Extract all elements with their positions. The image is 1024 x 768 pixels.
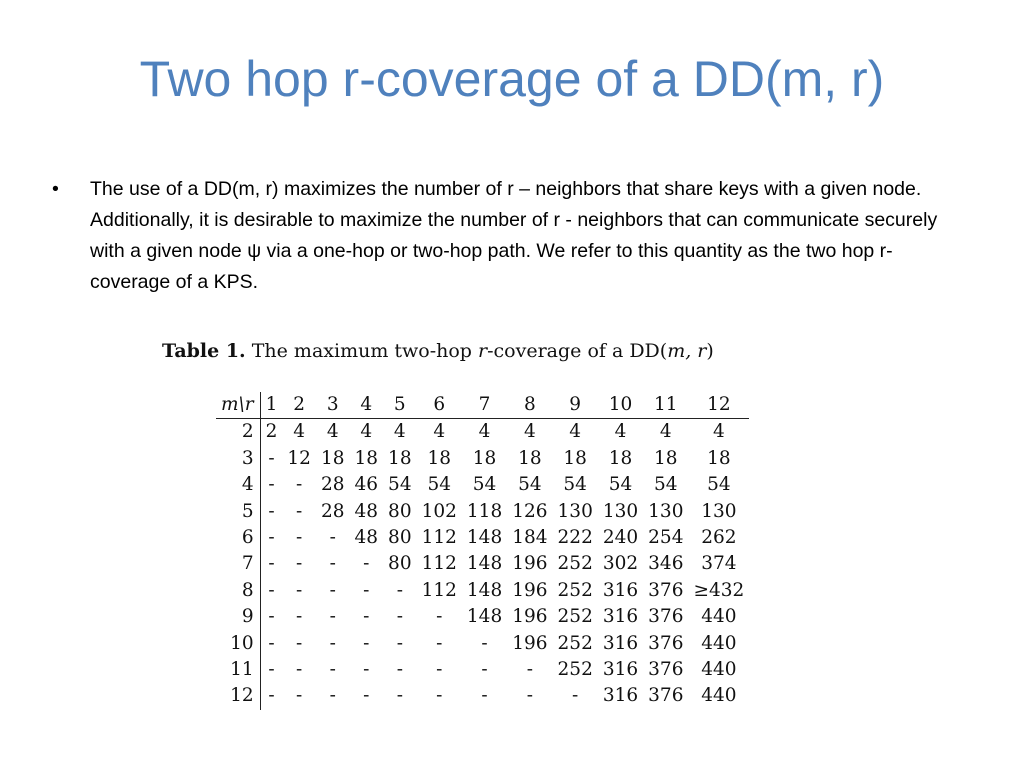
table-cell: 54 [608, 474, 633, 496]
table-caption [162, 340, 882, 362]
table-row-header: 3 [216, 446, 260, 472]
table-cell: 4 [293, 421, 306, 443]
table-cell: - [396, 606, 403, 628]
table-column-header: 9 [553, 392, 598, 419]
table-cell: - [329, 632, 336, 654]
table-cell: 18 [608, 447, 633, 469]
table-cell: 252 [557, 553, 593, 575]
table-cell: 112 [421, 553, 457, 575]
table-row-header: 11 [216, 657, 260, 683]
table-caption-var: r [478, 340, 488, 362]
table-header-row [216, 392, 749, 419]
table-cell: - [396, 659, 403, 681]
table-cell: 28 [320, 500, 345, 522]
table-cell: 252 [557, 632, 593, 654]
table-cell: - [296, 685, 303, 707]
table-cell: - [268, 659, 275, 681]
table-cell: 376 [648, 579, 684, 601]
table-column-header: 8 [507, 392, 552, 419]
table-cell: - [481, 659, 488, 681]
table-cell: - [572, 685, 579, 707]
table-cell: 316 [602, 632, 639, 654]
table-cell: - [481, 685, 488, 707]
table-cell: 4 [478, 421, 491, 443]
table-cell: 240 [602, 527, 639, 549]
table-cell: 316 [602, 659, 639, 681]
table-column-header: 2 [282, 392, 316, 419]
table-cell: 196 [512, 553, 548, 575]
table-cell: 374 [701, 553, 737, 575]
table-cell: - [363, 606, 370, 628]
table-cell: 18 [472, 447, 497, 469]
table-cell: - [329, 553, 336, 575]
table-cell: 346 [648, 553, 684, 575]
table-cell: 316 [602, 579, 639, 601]
table-cell: 80 [388, 553, 412, 575]
table-column-header: 3 [316, 392, 350, 419]
table-cell: 4 [659, 421, 672, 443]
table-cell: 118 [466, 500, 503, 522]
table-cell: - [363, 659, 370, 681]
table-row [216, 419, 749, 446]
table-row [216, 499, 749, 525]
table-cell: - [268, 632, 275, 654]
table-column-header: 1 [260, 392, 282, 419]
table-row [216, 551, 749, 577]
table-row [216, 472, 749, 498]
table-cell: 112 [421, 579, 457, 601]
table-row-header: 4 [216, 472, 260, 498]
table-cell: - [329, 659, 336, 681]
table-cell: 252 [557, 579, 593, 601]
table-cell: 4 [326, 421, 339, 443]
table-cell: - [436, 659, 443, 681]
table-cell: 252 [557, 606, 593, 628]
table-cell: - [436, 606, 443, 628]
table-row-header: 9 [216, 604, 260, 630]
table-row-header: 8 [216, 578, 260, 604]
table-row [216, 683, 749, 709]
table-caption-label: Table 1. [162, 340, 246, 362]
table-cell: 130 [701, 500, 737, 522]
table-row-header: 5 [216, 499, 260, 525]
table-cell: 252 [557, 659, 593, 681]
table-corner-label: m\r [216, 392, 260, 419]
table-cell: 440 [701, 632, 737, 654]
table-cell: - [268, 553, 275, 575]
table-cell: 440 [701, 685, 737, 707]
table-cell: 196 [512, 632, 548, 654]
bullet-icon: • [52, 178, 59, 200]
table-column-header: 12 [688, 392, 749, 419]
table-cell: 148 [466, 606, 503, 628]
table-cell: - [481, 632, 488, 654]
table-cell: 80 [388, 527, 412, 549]
table-cell: - [329, 579, 336, 601]
table-cell: 46 [354, 474, 379, 496]
table-cell: 222 [557, 527, 593, 549]
table-column-header: 4 [350, 392, 384, 419]
table-cell: 4 [569, 421, 582, 443]
table-cell: 12 [287, 447, 311, 469]
bullet-text: The use of a DD(m, r) maximizes the number of r – neighbors that share keys with a given node. Additionally, it is desirable to maximize the number of r - neighbors that can communicate securely with a given node ψ via a one-hop or two-hop path. We refer to this quantity as the two hop r-coverage of a KPS. [90, 178, 938, 293]
table-caption-text: The maximum two-hop [251, 340, 479, 362]
table-column-header: 7 [462, 392, 507, 419]
table-row-header: 7 [216, 551, 260, 577]
table-cell: - [363, 685, 370, 707]
table-row [216, 657, 749, 683]
table-cell: - [526, 659, 533, 681]
table-cell: 196 [512, 606, 548, 628]
table-cell: - [268, 474, 275, 496]
table-cell: 184 [512, 527, 548, 549]
table-cell: 18 [654, 447, 678, 469]
table-cell: - [363, 632, 370, 654]
table-cell: 54 [427, 474, 452, 496]
table-cell: 2 [265, 421, 278, 443]
table-cell: 262 [701, 527, 737, 549]
table-cell: - [329, 685, 336, 707]
table-cell: 316 [602, 685, 639, 707]
table-cell: 28 [320, 474, 345, 496]
table-cell: - [363, 579, 370, 601]
table-cell: 18 [388, 447, 412, 469]
table-cell: 48 [354, 500, 379, 522]
table-cell: 4 [360, 421, 373, 443]
table-cell: 18 [354, 447, 379, 469]
table-cell: 440 [701, 659, 737, 681]
table-column-header: 10 [598, 392, 643, 419]
table-row [216, 578, 749, 604]
table-row-header: 10 [216, 631, 260, 657]
table-cell: 316 [602, 606, 639, 628]
table-cell: 54 [563, 474, 587, 496]
table-cell: - [396, 579, 403, 601]
table-cell: 18 [320, 447, 345, 469]
table-body [216, 419, 749, 710]
table-row [216, 525, 749, 551]
table-row-header: 12 [216, 683, 260, 709]
table-cell: 18 [707, 447, 731, 469]
table-cell: 18 [518, 447, 542, 469]
table-cell: - [296, 500, 303, 522]
table-cell: 148 [466, 527, 503, 549]
table-cell: 54 [388, 474, 412, 496]
table-cell: 130 [602, 500, 639, 522]
table-cell: 18 [427, 447, 452, 469]
table-cell: - [268, 606, 275, 628]
table-cell: 130 [648, 500, 684, 522]
table-caption-close: ) [706, 340, 714, 362]
table-cell: 376 [648, 606, 684, 628]
table-caption-text2: -coverage of a DD( [487, 340, 668, 362]
table-cell: - [436, 685, 443, 707]
table-row [216, 631, 749, 657]
table-cell: - [296, 553, 303, 575]
table-cell: - [296, 579, 303, 601]
table-caption-args: m, r [667, 340, 707, 362]
table-column-header: 11 [643, 392, 688, 419]
table-cell: 54 [472, 474, 497, 496]
table-cell: - [268, 579, 275, 601]
table-cell: 4 [433, 421, 446, 443]
table-column-header: 6 [417, 392, 462, 419]
table-cell: 18 [563, 447, 587, 469]
table-cell: - [436, 632, 443, 654]
table-cell: 48 [354, 527, 379, 549]
table-row-header: 2 [216, 419, 260, 446]
table-cell: - [296, 527, 303, 549]
table-cell: - [268, 685, 275, 707]
table-cell: - [329, 606, 336, 628]
table-cell: 54 [707, 474, 731, 496]
table-cell: 54 [654, 474, 678, 496]
table-cell: 376 [648, 632, 684, 654]
table-cell: 4 [614, 421, 627, 443]
table-cell: 376 [648, 659, 684, 681]
table-cell: - [396, 632, 403, 654]
table-cell: 126 [512, 500, 548, 522]
table-cell: 4 [393, 421, 406, 443]
table-row-header: 6 [216, 525, 260, 551]
table-cell: 376 [648, 685, 684, 707]
table-cell: - [363, 553, 370, 575]
table-cell: 4 [712, 421, 725, 443]
slide-title: Two hop r-coverage of a DD(m, r) [139, 51, 885, 107]
coverage-table [216, 392, 749, 710]
table-cell: 196 [512, 579, 548, 601]
table-cell: ≥432 [693, 579, 745, 601]
table-cell: - [296, 474, 303, 496]
table-row [216, 446, 749, 472]
table-cell: - [526, 685, 533, 707]
bullet-paragraph [52, 174, 972, 298]
table-cell: 148 [466, 579, 503, 601]
table-cell: - [329, 527, 336, 549]
table-cell: 302 [602, 553, 639, 575]
table-cell: 254 [648, 527, 684, 549]
table-cell: - [296, 632, 303, 654]
table-cell: 54 [518, 474, 542, 496]
table-cell: - [396, 685, 403, 707]
table-cell: - [268, 500, 275, 522]
table-cell: 4 [523, 421, 536, 443]
table-cell: 102 [421, 500, 457, 522]
table-row [216, 604, 749, 630]
table-cell: - [296, 606, 303, 628]
table-cell: 130 [557, 500, 593, 522]
table-cell: - [296, 659, 303, 681]
table-cell: 112 [421, 527, 457, 549]
table-cell: - [268, 447, 275, 469]
table-cell: - [268, 527, 275, 549]
table-column-header: 5 [383, 392, 417, 419]
table-cell: 440 [701, 606, 737, 628]
table-cell: 80 [388, 500, 412, 522]
table-cell: 148 [466, 553, 503, 575]
